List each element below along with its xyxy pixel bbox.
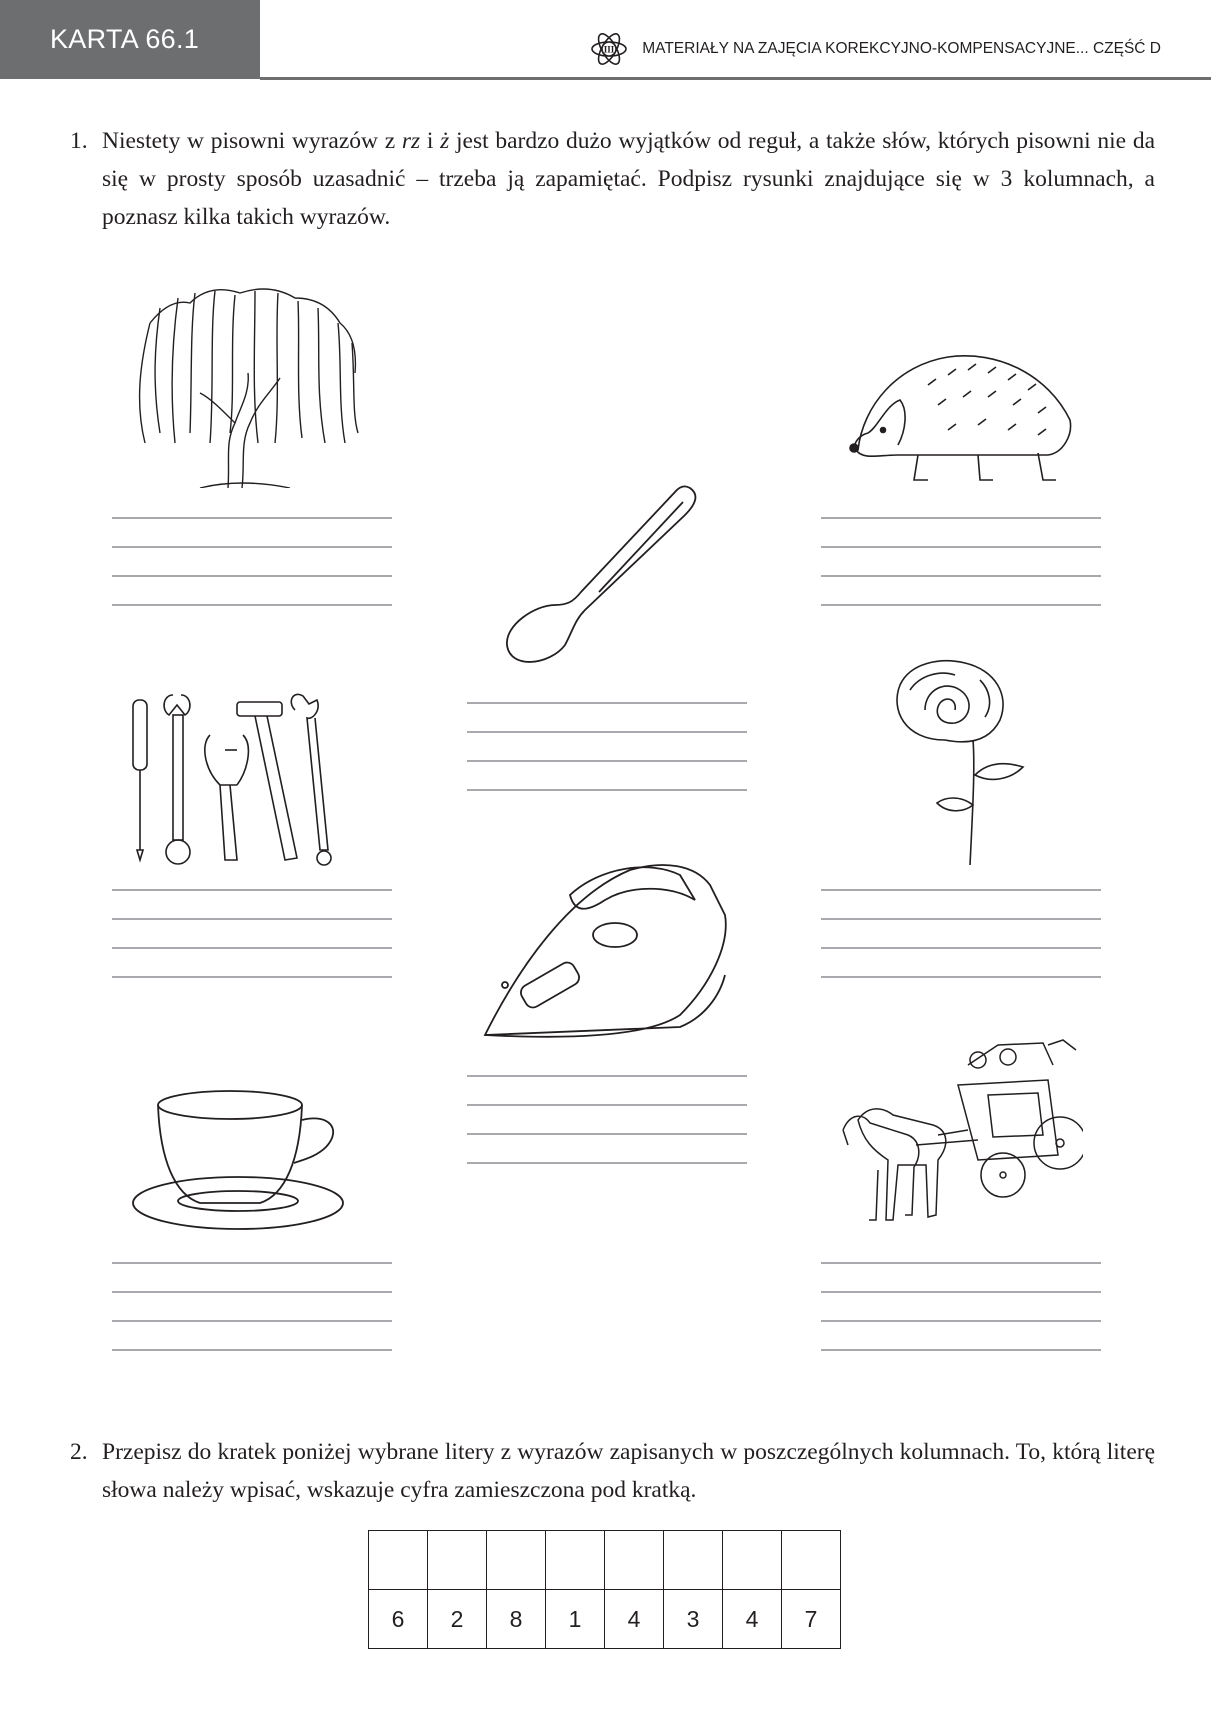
tools-icon <box>125 690 370 870</box>
willow-tree-icon <box>130 283 365 488</box>
letter-row <box>369 1531 841 1590</box>
digit-cell: 7 <box>782 1590 841 1649</box>
task-2 <box>70 1433 1155 1509</box>
series-header <box>590 30 1161 68</box>
task-1-rz: rz <box>401 128 421 154</box>
answer-lines-rose[interactable] <box>821 889 1101 1005</box>
task-2-number: 2. <box>70 1439 88 1465</box>
card-label: KARTA 66.1 <box>0 0 260 79</box>
task-1-text-part: i <box>420 128 441 154</box>
cup-and-saucer-icon <box>130 1085 360 1235</box>
digit-cell: 8 <box>487 1590 546 1649</box>
spoon-icon <box>495 480 710 670</box>
answer-lines-iron[interactable] <box>467 1075 747 1191</box>
atom-logo-icon <box>590 30 628 68</box>
task-2-text: Przepisz do kratek poniżej wybrane litery z wyrazów zapisanych w poszczególnych kolumnach. To, którą literę słowa należy wpisać, wskazuje cyfra zamieszczona pod kratką. <box>102 1439 1155 1503</box>
digit-cell: 2 <box>428 1590 487 1649</box>
digit-cell: 6 <box>369 1590 428 1649</box>
task-1-zh: ż <box>440 128 450 154</box>
digit-cell: 1 <box>546 1590 605 1649</box>
digit-cell: 4 <box>723 1590 782 1649</box>
iron-icon <box>480 855 730 1045</box>
answer-lines-cup[interactable] <box>112 1262 392 1378</box>
task-1-text <box>102 122 1155 236</box>
digit-row <box>369 1590 841 1649</box>
answer-lines-spoon[interactable] <box>467 702 747 818</box>
header-rule <box>260 77 1211 80</box>
rose-icon <box>885 655 1030 870</box>
hedgehog-icon <box>848 335 1073 485</box>
letter-box[interactable] <box>723 1531 782 1590</box>
letter-box[interactable] <box>605 1531 664 1590</box>
task-1-text-part: jest bardzo dużo wyjątków od reguł, a także słów, których pisowni nie da się w prosty sposób uzasadnić – trzeba ją zapamiętać. Podpisz rysunki znajdujące się w 3 kolumnach, a poznasz kilka takich wyrazów. <box>102 128 1155 230</box>
letter-box[interactable] <box>664 1531 723 1590</box>
letter-box[interactable] <box>546 1531 605 1590</box>
stagecoach-icon <box>838 1035 1083 1240</box>
task-1 <box>70 122 1155 236</box>
answer-lines-tools[interactable] <box>112 889 392 1005</box>
answer-lines-stagecoach[interactable] <box>821 1262 1101 1378</box>
letter-box[interactable] <box>782 1531 841 1590</box>
letter-box[interactable] <box>487 1531 546 1590</box>
answer-grid <box>368 1530 841 1649</box>
letter-box[interactable] <box>428 1531 487 1590</box>
task-1-text-part: Niestety w pisowni wyrazów z <box>102 128 402 154</box>
answer-lines-willow[interactable] <box>112 517 392 633</box>
svg-text:III: III <box>603 44 615 55</box>
answer-lines-hedgehog[interactable] <box>821 517 1101 633</box>
task-1-number: 1. <box>70 128 88 154</box>
series-title: MATERIAŁY NA ZAJĘCIA KOREKCYJNO-KOMPENSACYJNE... CZĘŚĆ D <box>642 40 1161 57</box>
letter-box[interactable] <box>369 1531 428 1590</box>
digit-cell: 4 <box>605 1590 664 1649</box>
digit-cell: 3 <box>664 1590 723 1649</box>
